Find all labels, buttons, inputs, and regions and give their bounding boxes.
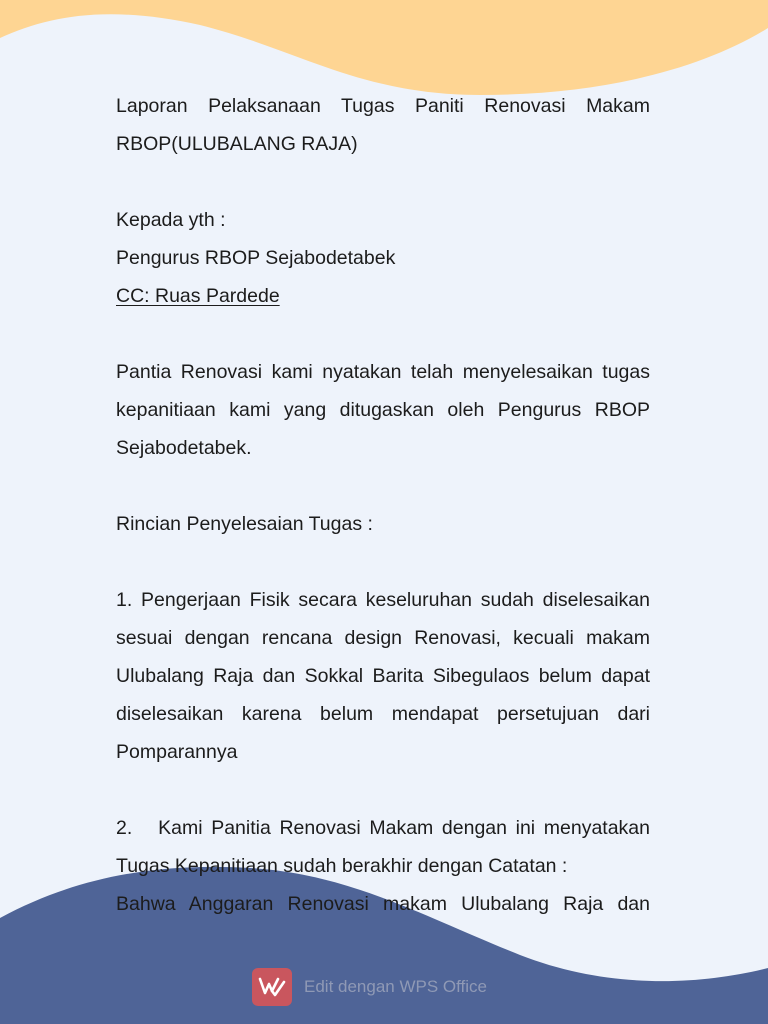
recipient-label: Kepada yth : (116, 209, 226, 231)
document-body (116, 87, 650, 923)
wps-edit-label[interactable]: Edit dengan WPS Office (304, 977, 488, 996)
list-item-1: 1. Pengerjaan Fisik secara keseluruhan sudah diselesaikan sesuai dengan rencana design Renovasi, kecuali makam Ulubalang Raja dan Sokkal Barita Sibegulaos belum dapat diselesaikan karena belum mendapat persetujuan dari Pomparannya (116, 589, 650, 763)
cc-line: CC: Ruas Pardede (116, 285, 280, 307)
intro-paragraph: Pantia Renovasi kami nyatakan telah menyelesaikan tugas kepanitiaan kami yang ditugaskan oleh Pengurus RBOP Sejabodetabek. (116, 361, 650, 459)
wps-edit-link[interactable] (252, 968, 487, 1006)
wps-office-logo-icon (252, 968, 292, 1006)
document-title: Laporan Pelaksanaan Tugas Paniti Renovasi Makam RBOP(ULUBALANG RAJA) (116, 95, 650, 155)
top-wave (0, 0, 768, 95)
recipient: Pengurus RBOP Sejabodetabek (116, 247, 396, 269)
details-heading: Rincian Penyelesaian Tugas : (116, 513, 373, 535)
list-item-2: 2. Kami Panitia Renovasi Makam dengan ini menyatakan Tugas Kepanitiaan sudah berakhir dengan Catatan : (116, 817, 650, 877)
list-item-2-note: Bahwa Anggaran Renovasi makam Ulubalang Raja dan (116, 893, 650, 915)
